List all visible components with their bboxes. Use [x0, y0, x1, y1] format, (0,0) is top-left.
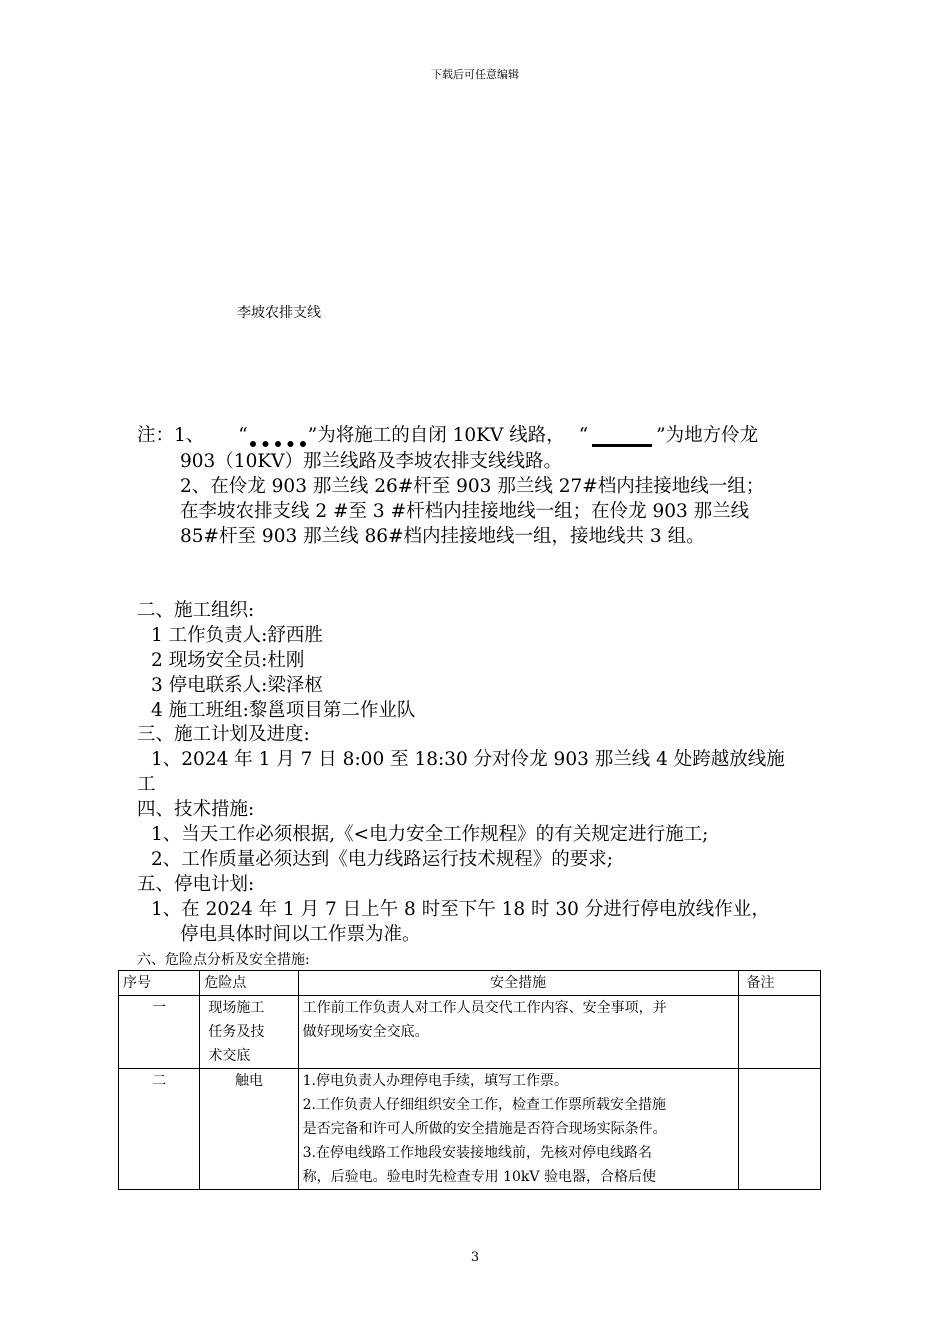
- measure-line: 3.在停电线路工作地段安装接地线前，先核对停电线路名: [302, 1145, 652, 1161]
- table-header-row: [119, 971, 821, 996]
- risk-line: 触电: [235, 1073, 264, 1089]
- risk-title: 六、危险点分析及安全措施:: [137, 952, 310, 968]
- org-item: 1 工作负责人:舒西胜: [151, 625, 323, 646]
- dotted-line-legend-icon: [250, 441, 306, 447]
- row-risk: [200, 1069, 298, 1190]
- solid-line-legend-icon: [592, 444, 652, 447]
- page-header: 下载后可任意编辑: [431, 68, 519, 81]
- measure-line: 工作前工作负责人对工作人员交代工作内容、安全事项，并: [302, 1000, 667, 1016]
- risk-line: 术交底: [208, 1048, 251, 1064]
- outage-line-1: 1、在 2024 年 1 月 7 日上午 8 时至下午 18 时 30 分进行停电放线作业，: [151, 899, 770, 920]
- measure-line: 称，后验电。验电时先检查专用 10kV 验电器，合格后使: [302, 1169, 656, 1185]
- measure-line: 是否完备和许可人所做的安全措施是否符合现场实际条件。: [302, 1121, 667, 1137]
- risk-line: 现场施工: [208, 1000, 265, 1016]
- outage-title: 五、停电计划:: [137, 874, 255, 895]
- plan-line-2: 工: [137, 774, 156, 795]
- tech-item: 1、当天工作必须根据,《<电力安全工作规程》的有关规定进行施工;: [151, 824, 709, 845]
- measure-line: 1.停电负责人办理停电手续，填写工作票。: [302, 1073, 568, 1089]
- row-note: [738, 996, 820, 1069]
- outage-line-2: 停电具体时间以工作票为准。: [180, 924, 421, 945]
- note-legend-2-text: ”为地方伶龙: [656, 425, 759, 446]
- table-row: [119, 996, 821, 1069]
- tech-title: 四、技术措施:: [137, 799, 255, 820]
- measure-line: 2.工作负责人仔细组织安全工作，检查工作票所载安全措施: [302, 1097, 666, 1113]
- measure-line: 做好现场安全交底。: [302, 1024, 429, 1040]
- col-header-measures: 安全措施: [298, 971, 738, 996]
- row-no: 一: [119, 996, 200, 1069]
- note-line-1: [137, 423, 758, 448]
- row-risk: [200, 996, 298, 1069]
- col-header-no: 序号: [119, 971, 200, 996]
- row-measures: [298, 1069, 738, 1190]
- note-legend-1-text: ”为将施工的自闭 10KV 线路，: [307, 425, 565, 446]
- risk-line: 任务及技: [208, 1024, 265, 1040]
- row-measures: [298, 996, 738, 1069]
- page-number: 3: [470, 1250, 480, 1265]
- row-note: [738, 1069, 820, 1190]
- note-quote-open: “: [238, 425, 248, 446]
- org-item: 2 现场安全员:杜刚: [151, 650, 305, 671]
- tech-item: 2、工作质量必须达到《电力线路运行技术规程》的要求;: [151, 849, 614, 870]
- col-header-note: 备注: [738, 971, 820, 996]
- diagram-label: 李坡农排支线: [237, 305, 321, 321]
- risk-table: [118, 970, 821, 1190]
- note-prefix: 注：1、: [137, 425, 205, 446]
- org-title: 二、施工组织:: [137, 600, 255, 621]
- row-no: 二: [119, 1069, 200, 1190]
- org-item: 3 停电联系人:梁泽枢: [151, 675, 323, 696]
- note-quote-open-2: “: [578, 425, 589, 446]
- col-header-risk: 危险点: [200, 971, 298, 996]
- org-item: 4 施工班组:黎邕项目第二作业队: [151, 700, 416, 721]
- plan-title: 三、施工计划及进度:: [137, 724, 310, 745]
- table-row: [119, 1069, 821, 1190]
- plan-line-1: 1、2024 年 1 月 7 日 8:00 至 18:30 分对伶龙 903 那兰线 4 处跨越放线施: [151, 749, 785, 770]
- note-line-4: 在李坡农排支线 2 #至 3 #杆档内挂接地线一组；在伶龙 903 那兰线: [180, 501, 750, 522]
- note-line-3: 2、在伶龙 903 那兰线 26#杆至 903 那兰线 27#档内挂接地线一组；: [180, 476, 765, 497]
- note-line-2: 903（10KV）那兰线路及李坡农排支线线路。: [180, 451, 563, 472]
- note-line-5: 85#杆至 903 那兰线 86#档内挂接地线一组，接地线共 3 组。: [180, 526, 705, 547]
